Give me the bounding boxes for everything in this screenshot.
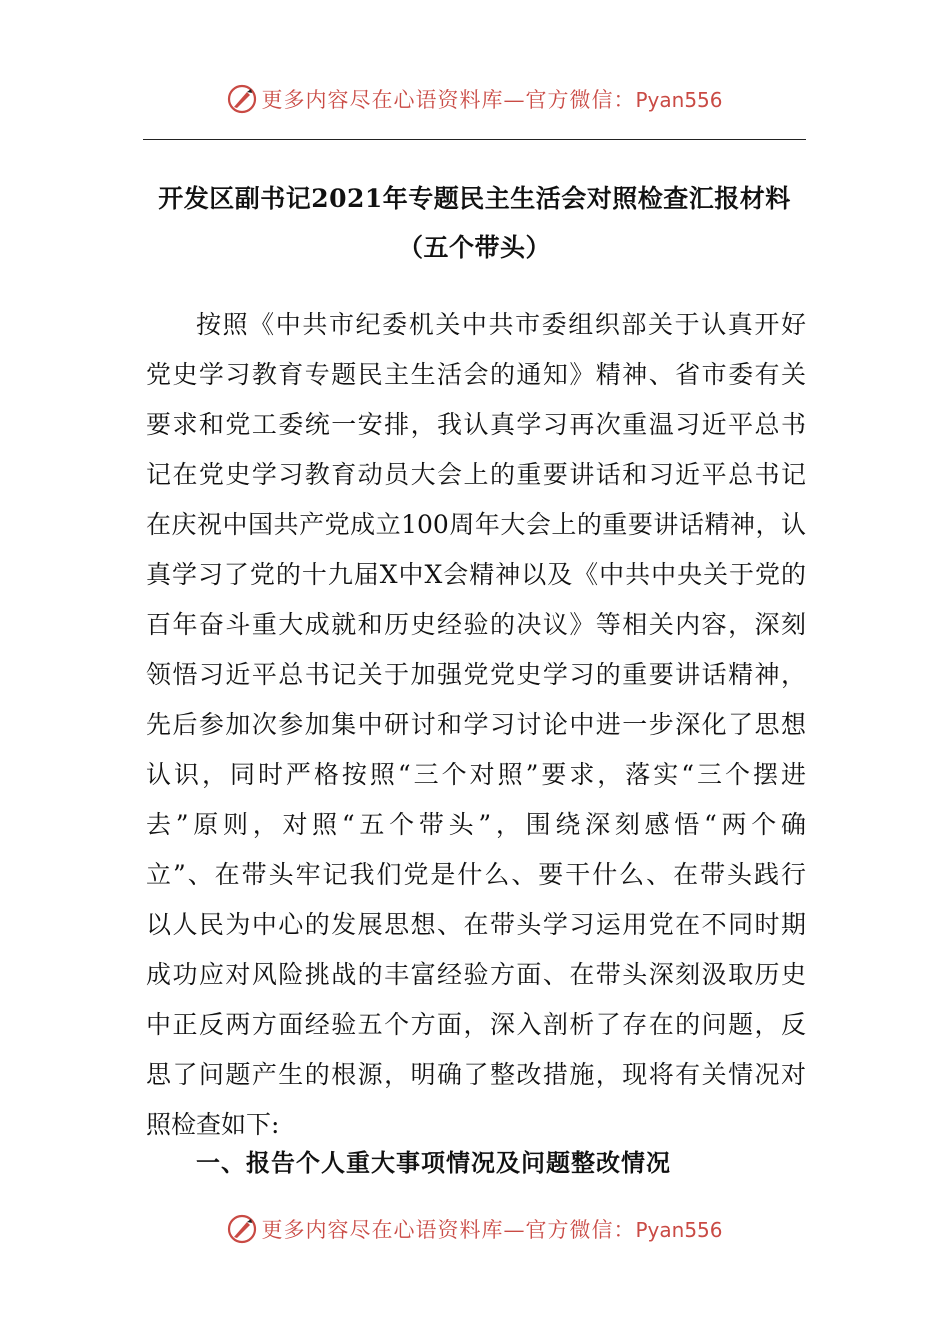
watermark-main: 更多内容尽在心语资料库—官方微信： xyxy=(261,88,636,112)
document-subtitle: （五个带头） xyxy=(397,233,551,262)
quill-circle-icon xyxy=(227,1214,257,1244)
quill-circle-icon xyxy=(227,84,257,114)
body-line: 百年奋斗重大成就和历史经验的决议》等相关内容，深刻 xyxy=(146,610,806,639)
watermark-main: 更多内容尽在心语资料库—官方微信： xyxy=(261,1218,636,1242)
body-line: 先后参加次参加集中研讨和学习讨论中进一步深化了思想 xyxy=(146,710,806,739)
body-line: 去”原则，对照“五个带头”，围绕深刻感悟“两个确 xyxy=(146,810,806,839)
body-line: 照检查如下: xyxy=(146,1110,280,1139)
body-line: 立”、在带头牢记我们党是什么、要干什么、在带头践行 xyxy=(146,860,806,889)
section-heading: 一、报告个人重大事项情况及问题整改情况 xyxy=(196,1149,671,1177)
header-divider xyxy=(143,139,806,140)
body-line: 成功应对风险挑战的丰富经验方面、在带头深刻汲取历史 xyxy=(146,960,806,989)
body-paragraph xyxy=(146,300,806,1150)
body-line: 要求和党工委统一安排，我认真学习再次重温习近平总书 xyxy=(146,410,806,439)
document-title: 开发区副书记2021年专题民主生活会对照检查汇报材料 xyxy=(158,184,791,213)
body-line: 认识，同时严格按照“三个对照”要求，落实“三个摆进 xyxy=(146,760,806,789)
body-line: 记在党史学习教育动员大会上的重要讲话和习近平总书记 xyxy=(146,460,806,489)
body-line: 中正反两方面经验五个方面，深入剖析了存在的问题，反 xyxy=(146,1010,806,1039)
body-line: 以人民为中心的发展思想、在带头学习运用党在不同时期 xyxy=(146,910,806,939)
body-line: 真学习了党的十九届X中X会精神以及《中共中央关于党的 xyxy=(146,560,806,589)
watermark-handle: Pyan556 xyxy=(635,1218,723,1242)
body-line: 按照《中共市纪委机关中共市委组织部关于认真开好 xyxy=(196,310,806,339)
body-line: 党史学习教育专题民主生活会的通知》精神、省市委有关 xyxy=(146,360,806,389)
watermark-banner-bottom xyxy=(0,1204,950,1254)
watermark-text xyxy=(261,1214,722,1244)
watermark-handle: Pyan556 xyxy=(635,88,723,112)
body-line: 领悟习近平总书记关于加强党党史学习的重要讲话精神， xyxy=(146,660,806,689)
body-line: 思了问题产生的根源，明确了整改措施，现将有关情况对 xyxy=(146,1060,806,1089)
watermark-text xyxy=(261,84,722,114)
watermark-banner-top xyxy=(0,74,950,124)
body-line: 在庆祝中国共产党成立100周年大会上的重要讲话精神，认 xyxy=(146,510,806,539)
